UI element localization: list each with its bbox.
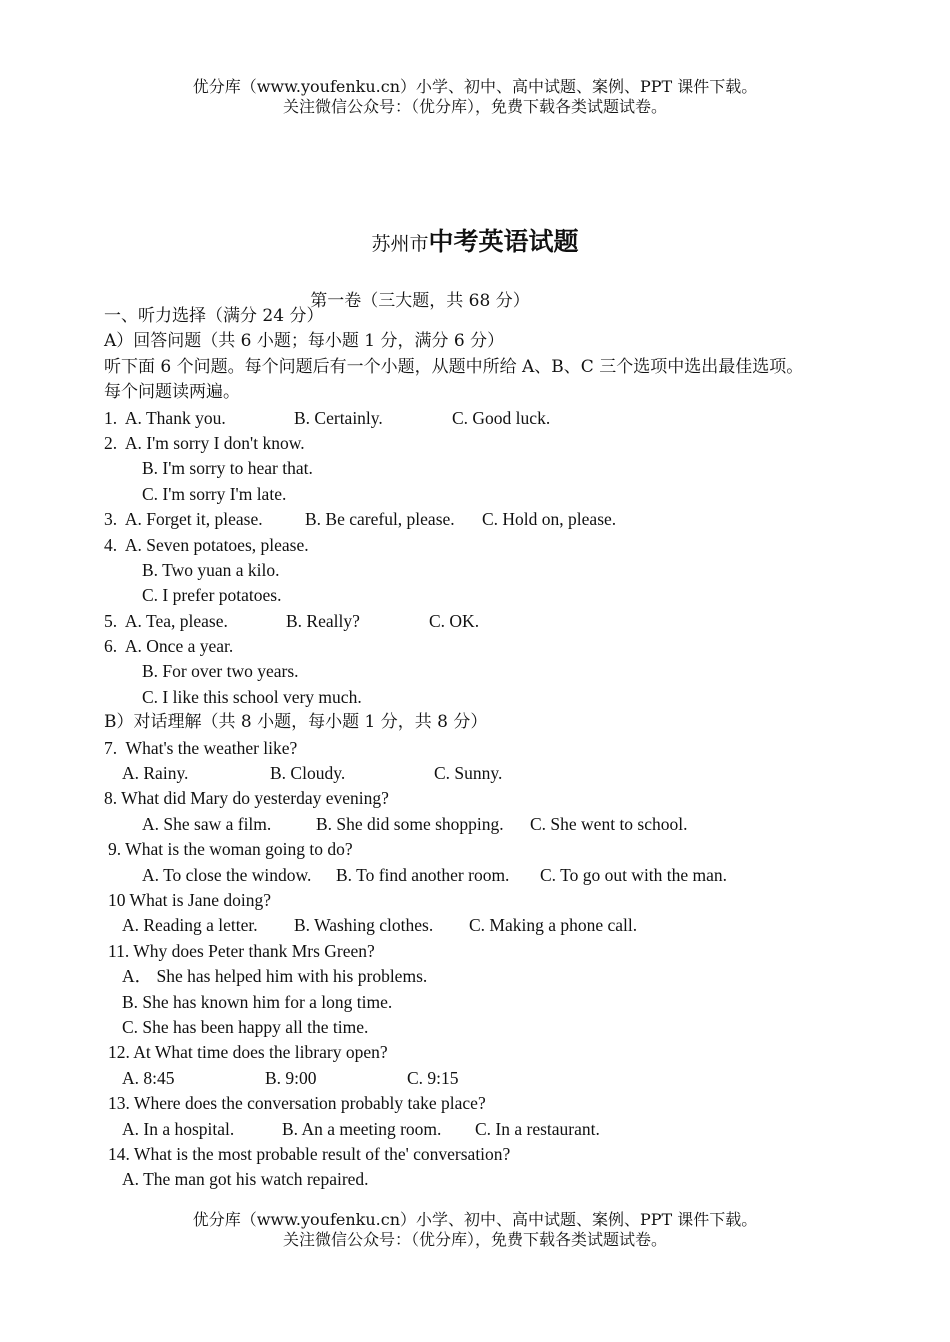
question-1 [104, 406, 884, 431]
question-8: 8. What did Mary do yesterday evening? [104, 788, 389, 809]
option-c: C. Making a phone call. [469, 915, 638, 936]
option-a: 3. A. Forget it, please. [104, 509, 263, 530]
question-7: 7. What's the weather like? [104, 737, 298, 758]
page-header [0, 77, 950, 117]
question-10-options [104, 913, 884, 938]
option-a: A. She saw a film. [142, 813, 272, 834]
instruction: 每个问题读两遍。 [104, 382, 240, 403]
question-13: 13. Where does the conversation probably take place? [108, 1093, 486, 1114]
section-heading: 一、听力选择（满分 24 分） [104, 306, 324, 326]
question-2-option-c: C. I'm sorry I'm late. [142, 483, 287, 504]
question-4 [104, 533, 884, 558]
option-c: C. OK. [429, 610, 480, 631]
option-b: B. Washing clothes. [294, 915, 434, 936]
part-heading: 第一卷（三大题，共 68 分） [310, 291, 530, 311]
footer-line-1: 优分库（www.youfenku.cn）小学、初中、高中试题、案例、PPT 课件下载。 [192, 1210, 758, 1229]
option-a: A. Rainy. [122, 763, 189, 784]
part-a-heading: A）回答问题（共 6 小题；每小题 1 分，满分 6 分） [104, 331, 505, 352]
option-c: C. Hold on, please. [482, 509, 617, 530]
question-11-option-a: A． She has helped him with his problems. [122, 966, 428, 987]
part-b-heading: B）对话理解（共 8 小题，每小题 1 分，共 8 分） [104, 712, 488, 733]
question-8-options [104, 812, 884, 837]
option-a: A. Reading a letter. [122, 915, 258, 936]
question-11-option-b: B. She has known him for a long time. [122, 991, 393, 1012]
option-c: C. To go out with the man. [540, 864, 728, 885]
page-footer [0, 1210, 950, 1250]
question-13-options [104, 1117, 884, 1142]
option-a: A. To close the window. [142, 864, 312, 885]
question-14-option-a: A. The man got his watch repaired. [122, 1169, 369, 1190]
question-12: 12. At What time does the library open? [108, 1042, 388, 1063]
title-city: 苏州市 [371, 233, 429, 255]
title-main: 中考英语试题 [428, 227, 579, 256]
option-a: 5. A. Tea, please. [104, 610, 228, 631]
question-9-options [104, 863, 884, 888]
option-c: C. 9:15 [407, 1067, 459, 1088]
option-b: B. To find another room. [336, 864, 510, 885]
option-c: C. Sunny. [434, 763, 503, 784]
option-c: C. In a restaurant. [475, 1118, 600, 1139]
question-2-option-b: B. I'm sorry to hear that. [142, 458, 313, 479]
option-a: 6. A. Once a year. [104, 636, 234, 657]
option-b: B. An a meeting room. [282, 1118, 442, 1139]
question-4-option-b: B. Two yuan a kilo. [142, 559, 280, 580]
question-6 [104, 634, 884, 659]
question-11: 11. Why does Peter thank Mrs Green? [108, 940, 375, 961]
question-2 [104, 431, 884, 456]
question-5 [104, 609, 884, 634]
option-b: B. Cloudy. [270, 763, 346, 784]
header-line-1: 优分库（www.youfenku.cn）小学、初中、高中试题、案例、PPT 课件下载。 [192, 77, 758, 96]
page-title [0, 222, 950, 258]
question-6-option-c: C. I like this school very much. [142, 686, 362, 707]
question-10: 10 What is Jane doing? [108, 889, 271, 910]
question-11-option-c: C. She has been happy all the time. [122, 1016, 369, 1037]
option-a: 4. A. Seven potatoes, please. [104, 534, 309, 555]
question-7-options [104, 761, 884, 786]
option-b: B. She did some shopping. [316, 813, 504, 834]
question-6-option-b: B. For over two years. [142, 661, 299, 682]
option-c: C. Good luck. [452, 407, 551, 428]
header-line-2: 关注微信公众号：（优分库），免费下载各类试题试卷。 [282, 97, 667, 116]
option-a: A. 8:45 [122, 1067, 175, 1088]
question-3 [104, 507, 884, 532]
option-c: C. She went to school. [530, 813, 688, 834]
option-b: B. Be careful, please. [305, 509, 455, 530]
question-4-option-c: C. I prefer potatoes. [142, 585, 282, 606]
exam-body [104, 304, 884, 1193]
footer-line-2: 关注微信公众号：（优分库），免费下载各类试题试卷。 [282, 1230, 667, 1249]
option-a: A. In a hospital. [122, 1118, 235, 1139]
option-b: B. Certainly. [294, 407, 383, 428]
option-a: 2. A. I'm sorry I don't know. [104, 432, 305, 453]
option-b: B. Really? [286, 610, 360, 631]
question-9: 9. What is the woman going to do? [108, 839, 353, 860]
instruction: 听下面 6 个问题。每个问题后有一个小题，从题中所给 A、B、C 三个选项中选出最佳选项。 [104, 356, 804, 377]
question-12-options [104, 1066, 884, 1091]
option-b: B. 9:00 [265, 1067, 317, 1088]
option-a: 1. A. Thank you. [104, 407, 226, 428]
question-14: 14. What is the most probable result of the' conversation? [108, 1143, 511, 1164]
